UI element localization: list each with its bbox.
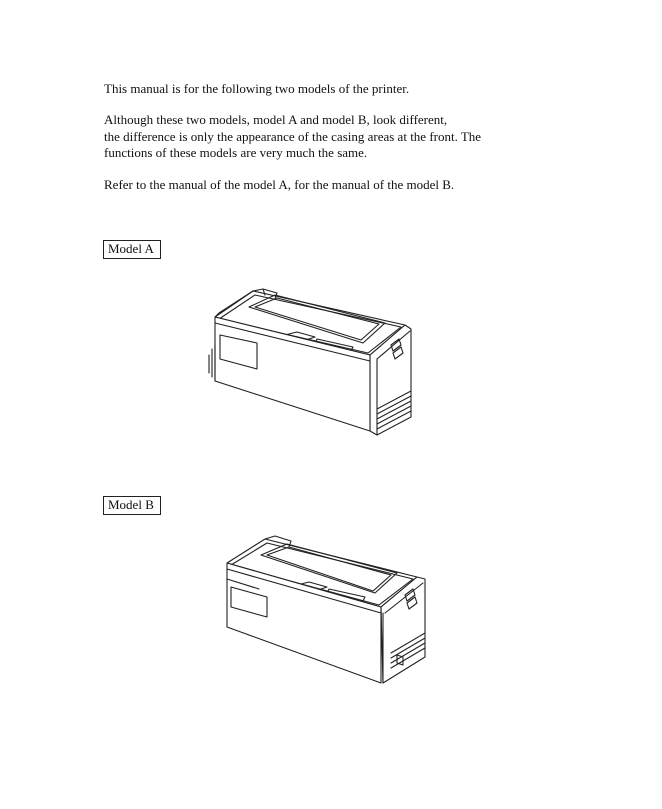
difference-line-3: functions of these models are very much the same. [104,145,368,160]
intro-paragraph [104,81,409,98]
model-b-label: Model B [103,496,161,515]
difference-paragraph [104,112,481,162]
difference-line-2: the difference is only the appearance of the casing areas at the front. The [104,128,482,144]
model-a-label: Model A [103,240,161,259]
intro-text: This manual is for the following two models of the printer. [104,81,410,96]
refer-paragraph [104,177,454,194]
model-b-printer-illustration [219,533,434,688]
difference-line-1: Although these two models, model A and model B, look different, [104,112,448,127]
model-a-printer-illustration [205,285,420,440]
refer-text: Refer to the manual of the model A, for the manual of the model B. [104,177,455,192]
